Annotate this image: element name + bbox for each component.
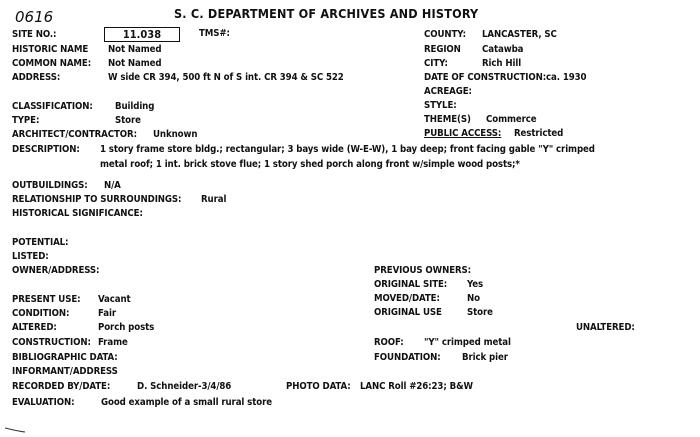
pen-stroke-mark — [4, 426, 26, 434]
county-value: LANCASTER, SC — [482, 29, 557, 40]
description-line-2: metal roof; 1 int. brick stove flue; 1 story shed porch along front w/simple wood posts;* — [100, 159, 520, 170]
acreage-label: ACREAGE: — [424, 86, 472, 97]
original-site-value: Yes — [467, 279, 484, 290]
original-site-label: ORIGINAL SITE: — [374, 279, 448, 290]
outbuildings-value: N/A — [104, 180, 121, 191]
address-label: ADDRESS: — [12, 72, 61, 83]
date-of-construction-value: ca. 1930 — [546, 72, 587, 83]
common-name-label: COMMON NAME: — [12, 58, 92, 69]
photo-data-label: PHOTO DATA: — [286, 381, 351, 392]
date-of-construction-label: DATE OF CONSTRUCTION: — [424, 72, 547, 83]
themes-value: Commerce — [486, 114, 537, 125]
relationship-value: Rural — [201, 194, 227, 205]
city-value: Rich Hill — [482, 58, 522, 69]
roof-value: "Y" crimped metal — [424, 337, 511, 348]
classification-label: CLASSIFICATION: — [12, 101, 93, 112]
county-label: COUNTY: — [424, 29, 466, 40]
architect-label: ARCHITECT/CONTRACTOR: — [12, 129, 137, 140]
original-use-label: ORIGINAL USE — [374, 307, 442, 318]
site-no-value: 11.038 — [104, 27, 180, 42]
relationship-label: RELATIONSHIP TO SURROUNDINGS: — [12, 194, 182, 205]
foundation-value: Brick pier — [462, 352, 508, 363]
classification-value: Building — [115, 101, 155, 112]
historic-name-value: Not Named — [108, 44, 162, 55]
tms-label: TMS#: — [199, 28, 230, 39]
description-line-1: 1 story frame store bldg.; rectangular; 3 bays wide (W-E-W), 1 bay deep; front facing gable "Y" crimped — [100, 144, 595, 155]
evaluation-label: EVALUATION: — [12, 397, 75, 408]
type-label: TYPE: — [12, 115, 40, 126]
moved-date-value: No — [467, 293, 480, 304]
listed-label: LISTED: — [12, 251, 49, 262]
bibliographic-data-label: BIBLIOGRAPHIC DATA: — [12, 352, 118, 363]
city-label: CITY: — [424, 58, 448, 69]
address-value: W side CR 394, 500 ft N of S int. CR 394 & SC 522 — [108, 72, 344, 83]
owner-address-label: OWNER/ADDRESS: — [12, 265, 100, 276]
present-use-value: Vacant — [98, 294, 131, 305]
altered-label: ALTERED: — [12, 322, 57, 333]
condition-value: Fair — [98, 308, 116, 319]
altered-value: Porch posts — [98, 322, 155, 333]
themes-label: THEME(S) — [424, 114, 471, 125]
site-no-label: SITE NO.: — [12, 29, 57, 40]
region-label: REGION — [424, 44, 461, 55]
description-label: DESCRIPTION: — [12, 144, 80, 155]
present-use-label: PRESENT USE: — [12, 294, 81, 305]
common-name-value: Not Named — [108, 58, 162, 69]
public-access-value: Restricted — [514, 128, 564, 139]
potential-label: POTENTIAL: — [12, 237, 69, 248]
type-value: Store — [115, 115, 141, 126]
recorded-by-label: RECORDED BY/DATE: — [12, 381, 111, 392]
architect-value: Unknown — [153, 129, 198, 140]
original-use-value: Store — [467, 307, 493, 318]
header-title: S. C. DEPARTMENT OF ARCHIVES AND HISTORY — [174, 6, 479, 21]
construction-label: CONSTRUCTION: — [12, 337, 91, 348]
construction-value: Frame — [98, 337, 128, 348]
moved-date-label: MOVED/DATE: — [374, 293, 440, 304]
historical-significance-label: HISTORICAL SIGNIFICANCE: — [12, 208, 143, 219]
historic-name-label: HISTORIC NAME — [12, 44, 89, 55]
unaltered-label: UNALTERED: — [576, 322, 635, 333]
recorded-by-value: D. Schneider-3/4/86 — [137, 381, 232, 392]
photo-data-value: LANC Roll #26:23; B&W — [360, 381, 473, 392]
style-label: STYLE: — [424, 100, 457, 111]
handwritten-number: 0616 — [15, 8, 54, 26]
foundation-label: FOUNDATION: — [374, 352, 441, 363]
evaluation-value: Good example of a small rural store — [101, 397, 272, 408]
region-value: Catawba — [482, 44, 524, 55]
roof-label: ROOF: — [374, 337, 404, 348]
public-access-label: PUBLIC ACCESS: — [424, 128, 502, 139]
informant-address-label: INFORMANT/ADDRESS — [12, 366, 118, 377]
outbuildings-label: OUTBUILDINGS: — [12, 180, 88, 191]
previous-owners-label: PREVIOUS OWNERS: — [374, 265, 472, 276]
condition-label: CONDITION: — [12, 308, 70, 319]
